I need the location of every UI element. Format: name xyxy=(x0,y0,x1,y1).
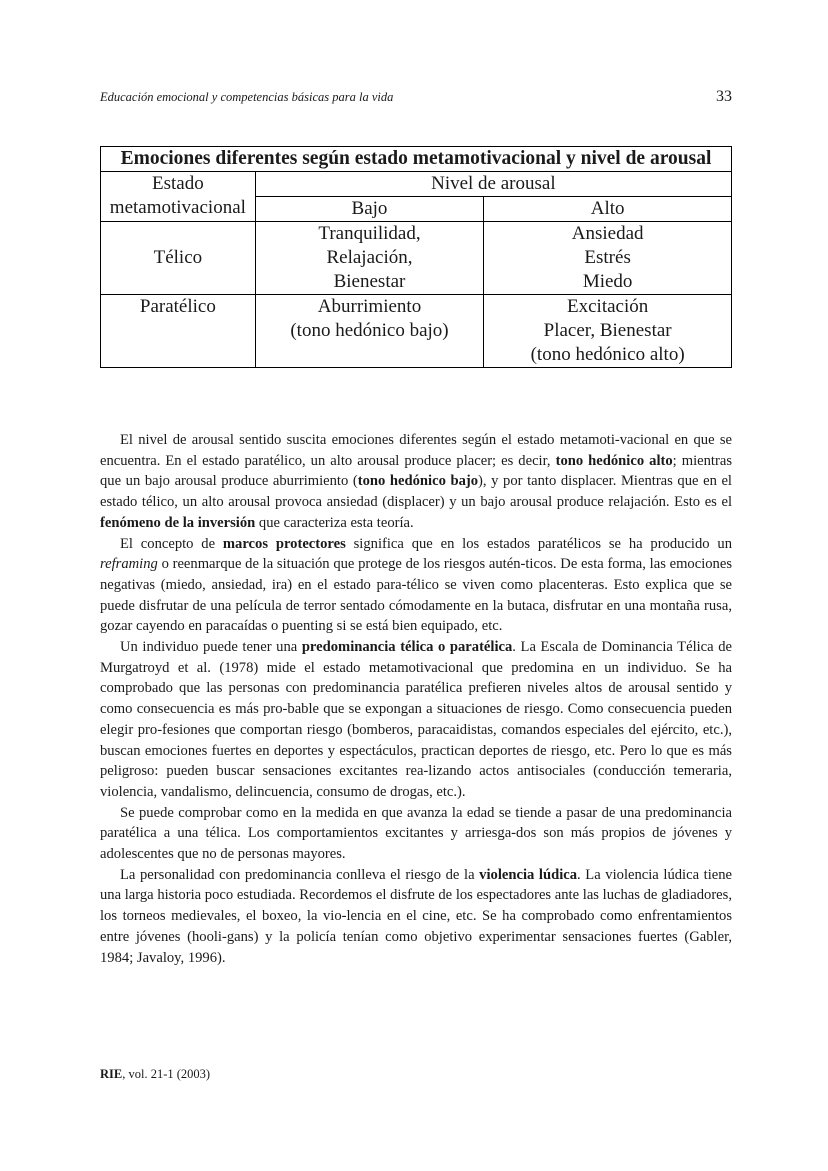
text-run: ), y por tanto displacer. Mientras que en el estado télico, un alto arousal provoca ansiedad (displacer) y un bajo arousal produce relajación. Esto es el xyxy=(100,473,732,511)
cell-line: Excitación xyxy=(567,296,649,317)
paragraph xyxy=(100,534,732,638)
header-nivel: Nivel de arousal xyxy=(255,172,731,197)
row-estado: Télico xyxy=(101,222,256,295)
cell-line: Tranquilidad, xyxy=(318,223,421,244)
bold-term: tono hedónico bajo xyxy=(357,473,479,490)
bold-term: violencia lúdica xyxy=(479,866,578,883)
header-estado-line1: Estado xyxy=(152,173,204,194)
paragraph xyxy=(100,637,732,803)
table-row xyxy=(101,295,732,368)
row-alto xyxy=(484,295,732,368)
table-header-row xyxy=(101,172,732,197)
text-run: que caracteriza esta teoría. xyxy=(255,514,414,531)
cell-line: (tono hedónico alto) xyxy=(530,344,685,365)
cell-line: Estrés xyxy=(584,247,631,268)
running-title: Educación emocional y competencias básicas para la vida xyxy=(100,90,394,104)
text-run: El nivel de arousal sentido suscita emociones diferentes según el estado metamoti-vacional en que se encuentra. En el estado paratélico, un alto arousal produce placer; es decir, xyxy=(100,432,732,469)
bold-term: fenómeno de la inversión xyxy=(100,514,256,531)
text-run: La personalidad con predominancia conlleva el riesgo de la xyxy=(120,866,480,883)
cell-line: Relajación, xyxy=(326,247,413,268)
cell-line: Miedo xyxy=(582,271,633,292)
paragraph xyxy=(100,865,732,969)
table-caption: Emociones diferentes según estado metamotivacional y nivel de arousal xyxy=(101,147,732,172)
text-run: Un individuo puede tener una xyxy=(120,639,302,656)
emotions-table xyxy=(100,146,732,368)
journal-name: RIE xyxy=(100,1067,123,1081)
cell-line: (tono hedónico bajo) xyxy=(290,320,449,341)
bold-term: tono hedónico alto xyxy=(555,452,673,469)
text-run: El concepto de xyxy=(120,535,223,552)
italic-term: reframing xyxy=(100,556,158,573)
table-caption-row xyxy=(101,147,732,172)
text-run: . La Escala de Dominancia Télica de Murgatroyd et al. (1978) mide el estado metamotivacional que predomina en un individuo. Se ha comprobado que las personas con predominancia paratélica prefieren niveles altos de arousal sentido y como consecuencia es más pro-bable que se expongan a situaciones de riesgo. Como consecuencia pueden elegir pro-fesiones que comportan riesgo (bomberos, paracaidistas, comandos especiales del ejército, etc.), buscan emociones fuertes en deportes y espectáculos, practican deportes de riesgo, etc. Pero lo que es más peligroso: pueden buscar sensaciones excitantes rea-lizando actos antisociales (conducción temeraria, violencia, vandalismo, delincuencia, consumo de drogas, etc.). xyxy=(100,639,733,800)
text-run: Se puede comprobar como en la medida en que avanza la edad se tiende a pasar de una predominancia paratélica a una télica. Los comportamientos excitantes y arriesga-dos son más propios de jóvenes y adolescentes que no de personas mayores. xyxy=(100,804,732,863)
row-estado: Paratélico xyxy=(101,295,256,368)
text-run: significa que en los estados paratélicos se ha producido un xyxy=(345,535,732,552)
body-text xyxy=(100,430,732,968)
table-row xyxy=(101,222,732,295)
row-bajo xyxy=(255,222,484,295)
page-footer xyxy=(100,1067,210,1082)
header-estado xyxy=(101,172,256,222)
text-run: o reenmarque de la situación que protege de los riesgos autén-ticos. De esta forma, las emociones negativas (miedo, ansiedad, ira) en el estado para-télico se viven como placenteras. Esto explica que se puede disfrutar de una película de terror sentado cómodamente en la butaca, disfrutar en una montaña rusa, gozar cayendo en paracaídas o puenting si se está bien equipado, etc. xyxy=(100,556,732,635)
text-run: . La violencia lúdica tiene una larga historia poco estudiada. Recordemos el disfrute de los espectadores ante las luchas de gladiadores, los torneos medievales, el boxeo, la vio-lencia en el cine, etc. Se ha comprobado como enfrentamientos entre jóvenes (hooli-gans) y la policía tenían como objetivo experimentar sensaciones fuertes (Gabler, 1984; Javaloy, 1996). xyxy=(100,866,733,966)
header-alto: Alto xyxy=(484,197,732,222)
cell-line: Placer, Bienestar xyxy=(543,320,672,341)
paragraph xyxy=(100,430,732,534)
text-run: ; mientras que un bajo arousal produce aburrimiento ( xyxy=(100,452,733,490)
page-number: 33 xyxy=(716,88,732,105)
header-estado-line2: metamotivacional xyxy=(109,197,246,218)
paragraph xyxy=(100,803,732,865)
bold-term: predominancia télica o paratélica xyxy=(301,639,513,656)
page-header xyxy=(100,88,732,110)
cell-line: Bienestar xyxy=(333,271,406,292)
journal-volume: , vol. 21-1 (2003) xyxy=(122,1067,211,1081)
cell-line: Aburrimiento xyxy=(317,296,422,317)
cell-line: Ansiedad xyxy=(571,223,644,244)
header-bajo: Bajo xyxy=(255,197,484,222)
row-alto xyxy=(484,222,732,295)
bold-term: marcos protectores xyxy=(222,535,346,552)
row-bajo xyxy=(255,295,484,368)
